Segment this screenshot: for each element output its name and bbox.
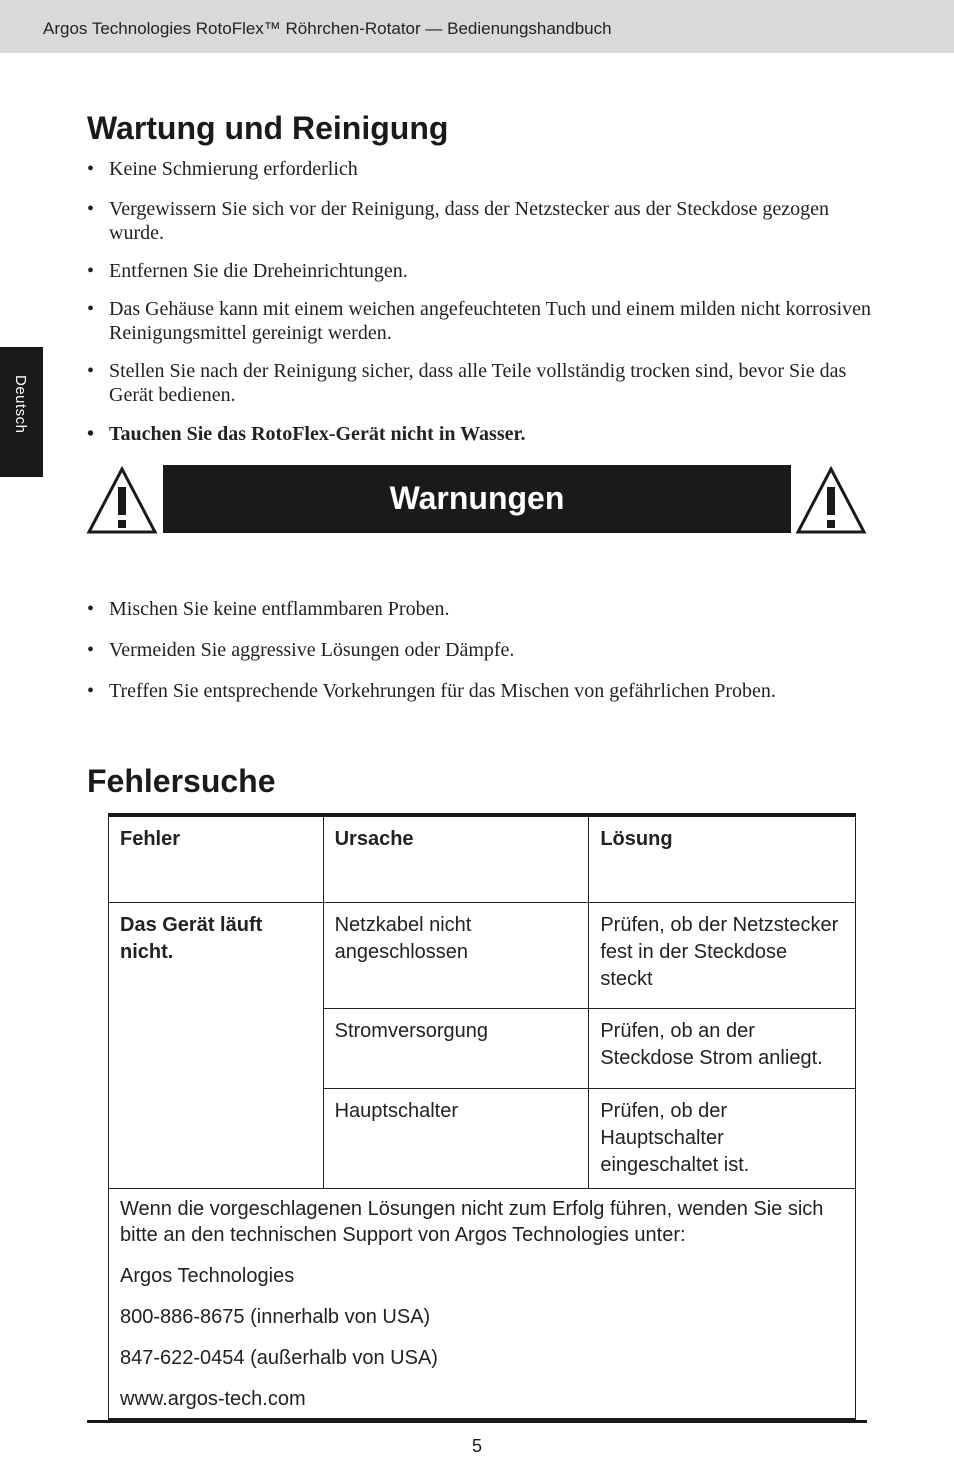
column-header-solution: Lösung [589,815,856,902]
contact-phone-us: 800-886-8675 (innerhalb von USA) [120,1305,431,1328]
list-item: • Vergewissern Sie sich vor der Reinigung, dass der Netzstecker aus der Steckdose gezogen wurde. [87,197,877,245]
solution-cell: Prüfen, ob an der Steckdose Strom anliegt. [589,1008,856,1088]
list-item: • Vermeiden Sie aggressive Lösungen oder Dämpfe. [87,638,877,662]
contact-phone-intl: 847-622-0454 (außerhalb von USA) [120,1346,438,1369]
warning-triangle-icon [795,465,867,535]
contact-cell [109,1188,856,1420]
troubleshooting-table [108,813,856,1422]
troubleshooting-heading: Fehlersuche [87,763,276,799]
warnings-banner [163,465,791,533]
list-item: • Tauchen Sie das RotoFlex-Gerät nicht in Wasser. [87,422,877,446]
list-item: • Treffen Sie entsprechende Vorkehrungen für das Mischen von gefährlichen Proben. [87,679,877,703]
list-item: • Entfernen Sie die Dreheinrichtungen. [87,259,877,283]
language-tab [0,347,43,477]
warnings-heading: Warnungen [389,480,565,516]
page-header [0,0,954,53]
contact-website: www.argos-tech.com [120,1387,306,1410]
warnings-list [87,597,877,703]
column-header-cause: Ursache [323,815,589,902]
cause-cell: Hauptschalter [323,1088,589,1188]
maintenance-heading: Wartung und Reinigung [87,110,449,146]
list-item: • Das Gehäuse kann mit einem weichen angefeuchteten Tuch und einem milden nicht korrosiven Reinigungsmittel gereinigt werden. [87,297,877,345]
header-title: Argos Technologies RotoFlex™ Röhrchen-Rotator — Bedienungshandbuch [43,19,612,38]
solution-cell: Prüfen, ob der Netzstecker fest in der Steckdose steckt [589,902,856,1008]
contact-row [109,1188,856,1420]
column-header-fault: Fehler [109,815,324,902]
solution-cell: Prüfen, ob der Hauptschalter eingeschaltet ist. [589,1088,856,1188]
cause-cell: Stromversorgung [323,1008,589,1088]
language-tab-label: Deutsch [12,375,29,434]
list-item: • Mischen Sie keine entflammbaren Proben. [87,597,877,621]
footer-rule [87,1420,867,1423]
contact-intro: Wenn die vorgeschlagenen Lösungen nicht zum Erfolg führen, wenden Sie sich bitte an den technischen Support von Argos Technologies unter: [120,1197,824,1246]
contact-company: Argos Technologies [120,1264,295,1287]
table-row [109,902,856,1008]
list-item: • Stellen Sie nach der Reinigung sicher, dass alle Teile vollständig trocken sind, bevor Sie das Gerät bedienen. [87,359,877,407]
list-item: • Keine Schmierung erforderlich [87,157,877,181]
table-header-row [109,815,856,902]
maintenance-list [87,157,877,446]
cause-cell: Netzkabel nicht angeschlossen [323,902,589,1008]
page-number: 5 [471,1436,482,1456]
fault-cell: Das Gerät läuft nicht. [109,902,324,1188]
warning-triangle-icon [86,465,158,535]
